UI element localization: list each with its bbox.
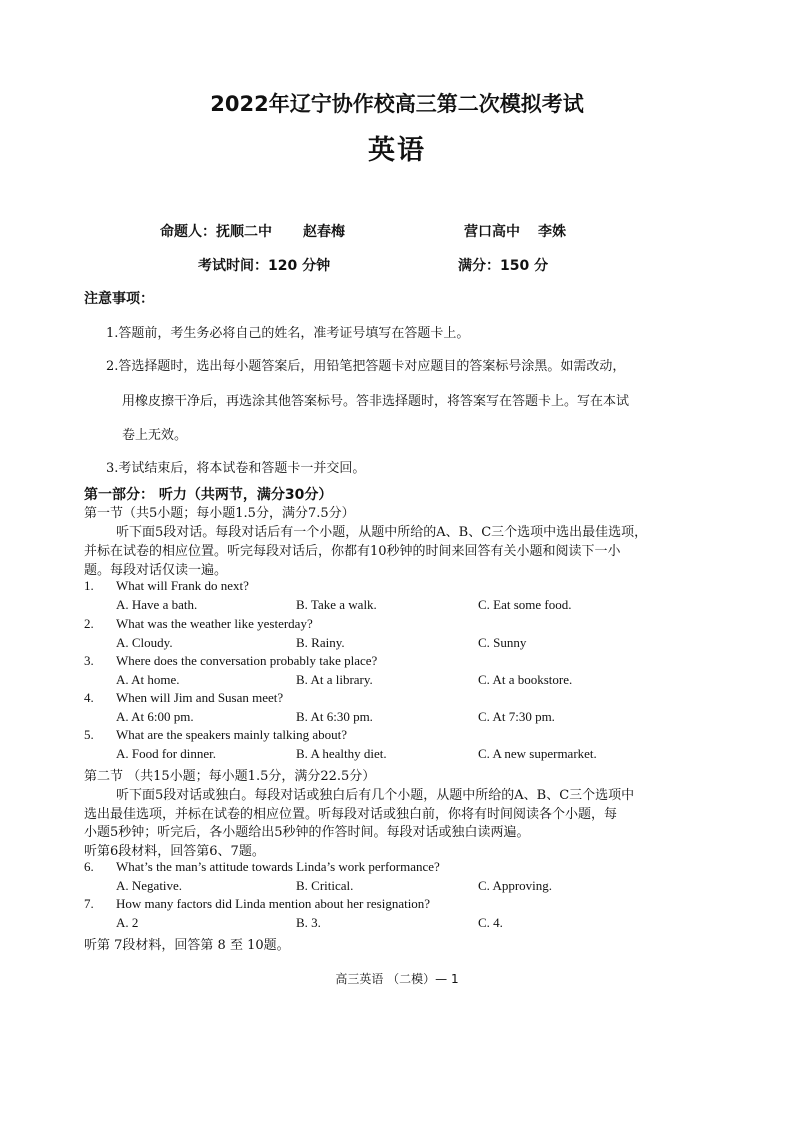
question-text: What’s the man’s attitude towards Linda’s work performance? <box>116 859 440 874</box>
section1-instructions-line-1: 听下面5段对话。每段对话后有一个小题，从题中所给的A、B、C三个选项中选出最佳选项， <box>116 525 648 540</box>
question-text: How many factors did Linda mention about her resignation? <box>116 896 431 911</box>
notice-item-3: 3.考试结束后，将本试卷和答题卡一并交回。 <box>106 461 366 476</box>
question-number: 3. <box>84 653 94 668</box>
question-text: Where does the conversation probably take place? <box>116 653 378 668</box>
option-b: B. Critical. <box>296 878 354 893</box>
option-a: A. 2 <box>116 915 139 930</box>
authors-label: 命题人：抚顺二中 <box>160 224 272 240</box>
option-a: A. Cloudy. <box>116 635 173 650</box>
question-text: What are the speakers mainly talking about? <box>116 727 348 742</box>
option-a: A. At home. <box>116 672 180 687</box>
option-a: A. At 6:00 pm. <box>116 709 194 724</box>
option-a: A. Negative. <box>116 878 183 893</box>
notice-heading: 注意事项： <box>84 291 154 307</box>
author-2: 李姝 <box>538 224 566 240</box>
page-footer: 高三英语 （二模）— 1 <box>335 972 459 986</box>
option-c: C. Eat some food. <box>478 597 572 612</box>
section2-instructions-line-2: 选出最佳选项，并标在试卷的相应位置。听每段对话或独白前，你将有时间阅读各个小题，每 <box>84 807 618 822</box>
option-c: C. A new supermarket. <box>478 746 597 761</box>
option-b: B. Rainy. <box>296 635 345 650</box>
section1-instructions-line-2: 并标在试卷的相应位置。听完每段对话后，你都有10秒钟的时间来回答有关小题和阅读下一小 <box>84 544 621 559</box>
section1-instructions-line-3: 题。每段对话仅读一遍。 <box>84 563 228 578</box>
question-number: 4. <box>84 690 94 705</box>
option-b: B. At 6:30 pm. <box>296 709 373 724</box>
option-c: C. Sunny <box>478 635 527 650</box>
full-score: 满分：150 分 <box>458 258 549 274</box>
option-c: C. At a bookstore. <box>478 672 573 687</box>
notice-item-2-line-2: 用橡皮擦干净后，再选涂其他答案标号。答非选择题时，将答案写在答题卡上。写在本试 <box>122 394 630 409</box>
notice-item-2-line-3: 卷上无效。 <box>122 428 188 443</box>
option-c: C. At 7:30 pm. <box>478 709 555 724</box>
option-b: B. Take a walk. <box>296 597 377 612</box>
option-a: A. Have a bath. <box>116 597 198 612</box>
question-text: What will Frank do next? <box>116 578 249 593</box>
option-a: A. Food for dinner. <box>116 746 217 761</box>
material-6-note: 听第6段材料，回答第6、7题。 <box>84 844 265 859</box>
question-number: 2. <box>84 616 94 631</box>
section2-instructions-line-3: 小题5秒钟；听完后，各小题给出5秒钟的作答时间。每段对话或独白读两遍。 <box>84 825 530 840</box>
option-c: C. 4. <box>478 915 503 930</box>
question-text: What was the weather like yesterday? <box>116 616 313 631</box>
question-number: 1. <box>84 578 94 593</box>
question-text: When will Jim and Susan meet? <box>116 690 284 705</box>
question-number: 6. <box>84 859 94 874</box>
option-b: B. At a library. <box>296 672 373 687</box>
option-c: C. Approving. <box>478 878 553 893</box>
question-number: 5. <box>84 727 94 742</box>
material-7-note: 听第 7段材料，回答第 8 至 10题。 <box>84 938 290 953</box>
part1-heading: 第一部分： 听力（共两节，满分30分） <box>84 487 333 503</box>
exam-title: 2022年辽宁协作校高三第二次模拟考试 <box>210 92 584 116</box>
section2-heading: 第二节 （共15小题；每小题1.5分，满分22.5分） <box>84 769 376 784</box>
author-1: 赵春梅 <box>303 224 345 240</box>
subject-title: 英语 <box>368 135 426 166</box>
question-number: 7. <box>84 896 94 911</box>
option-b: B. A healthy diet. <box>296 746 387 761</box>
section1-heading: 第一节（共5小题；每小题1.5分，满分7.5分） <box>84 506 355 521</box>
notice-item-2-line-1: 2.答选择题时，选出每小题答案后，用铅笔把答题卡对应题目的答案标号涂黑。如需改动， <box>106 359 626 374</box>
exam-time: 考试时间：120 分钟 <box>198 258 331 274</box>
notice-item-1: 1.答题前，考生务必将自己的姓名，准考证号填写在答题卡上。 <box>106 326 470 341</box>
school-2: 营口高中 <box>464 224 520 240</box>
option-b: B. 3. <box>296 915 321 930</box>
section2-instructions-line-1: 听下面5段对话或独白。每段对话或独白后有几个小题，从题中所给的A、B、C三个选项中 <box>116 788 635 803</box>
